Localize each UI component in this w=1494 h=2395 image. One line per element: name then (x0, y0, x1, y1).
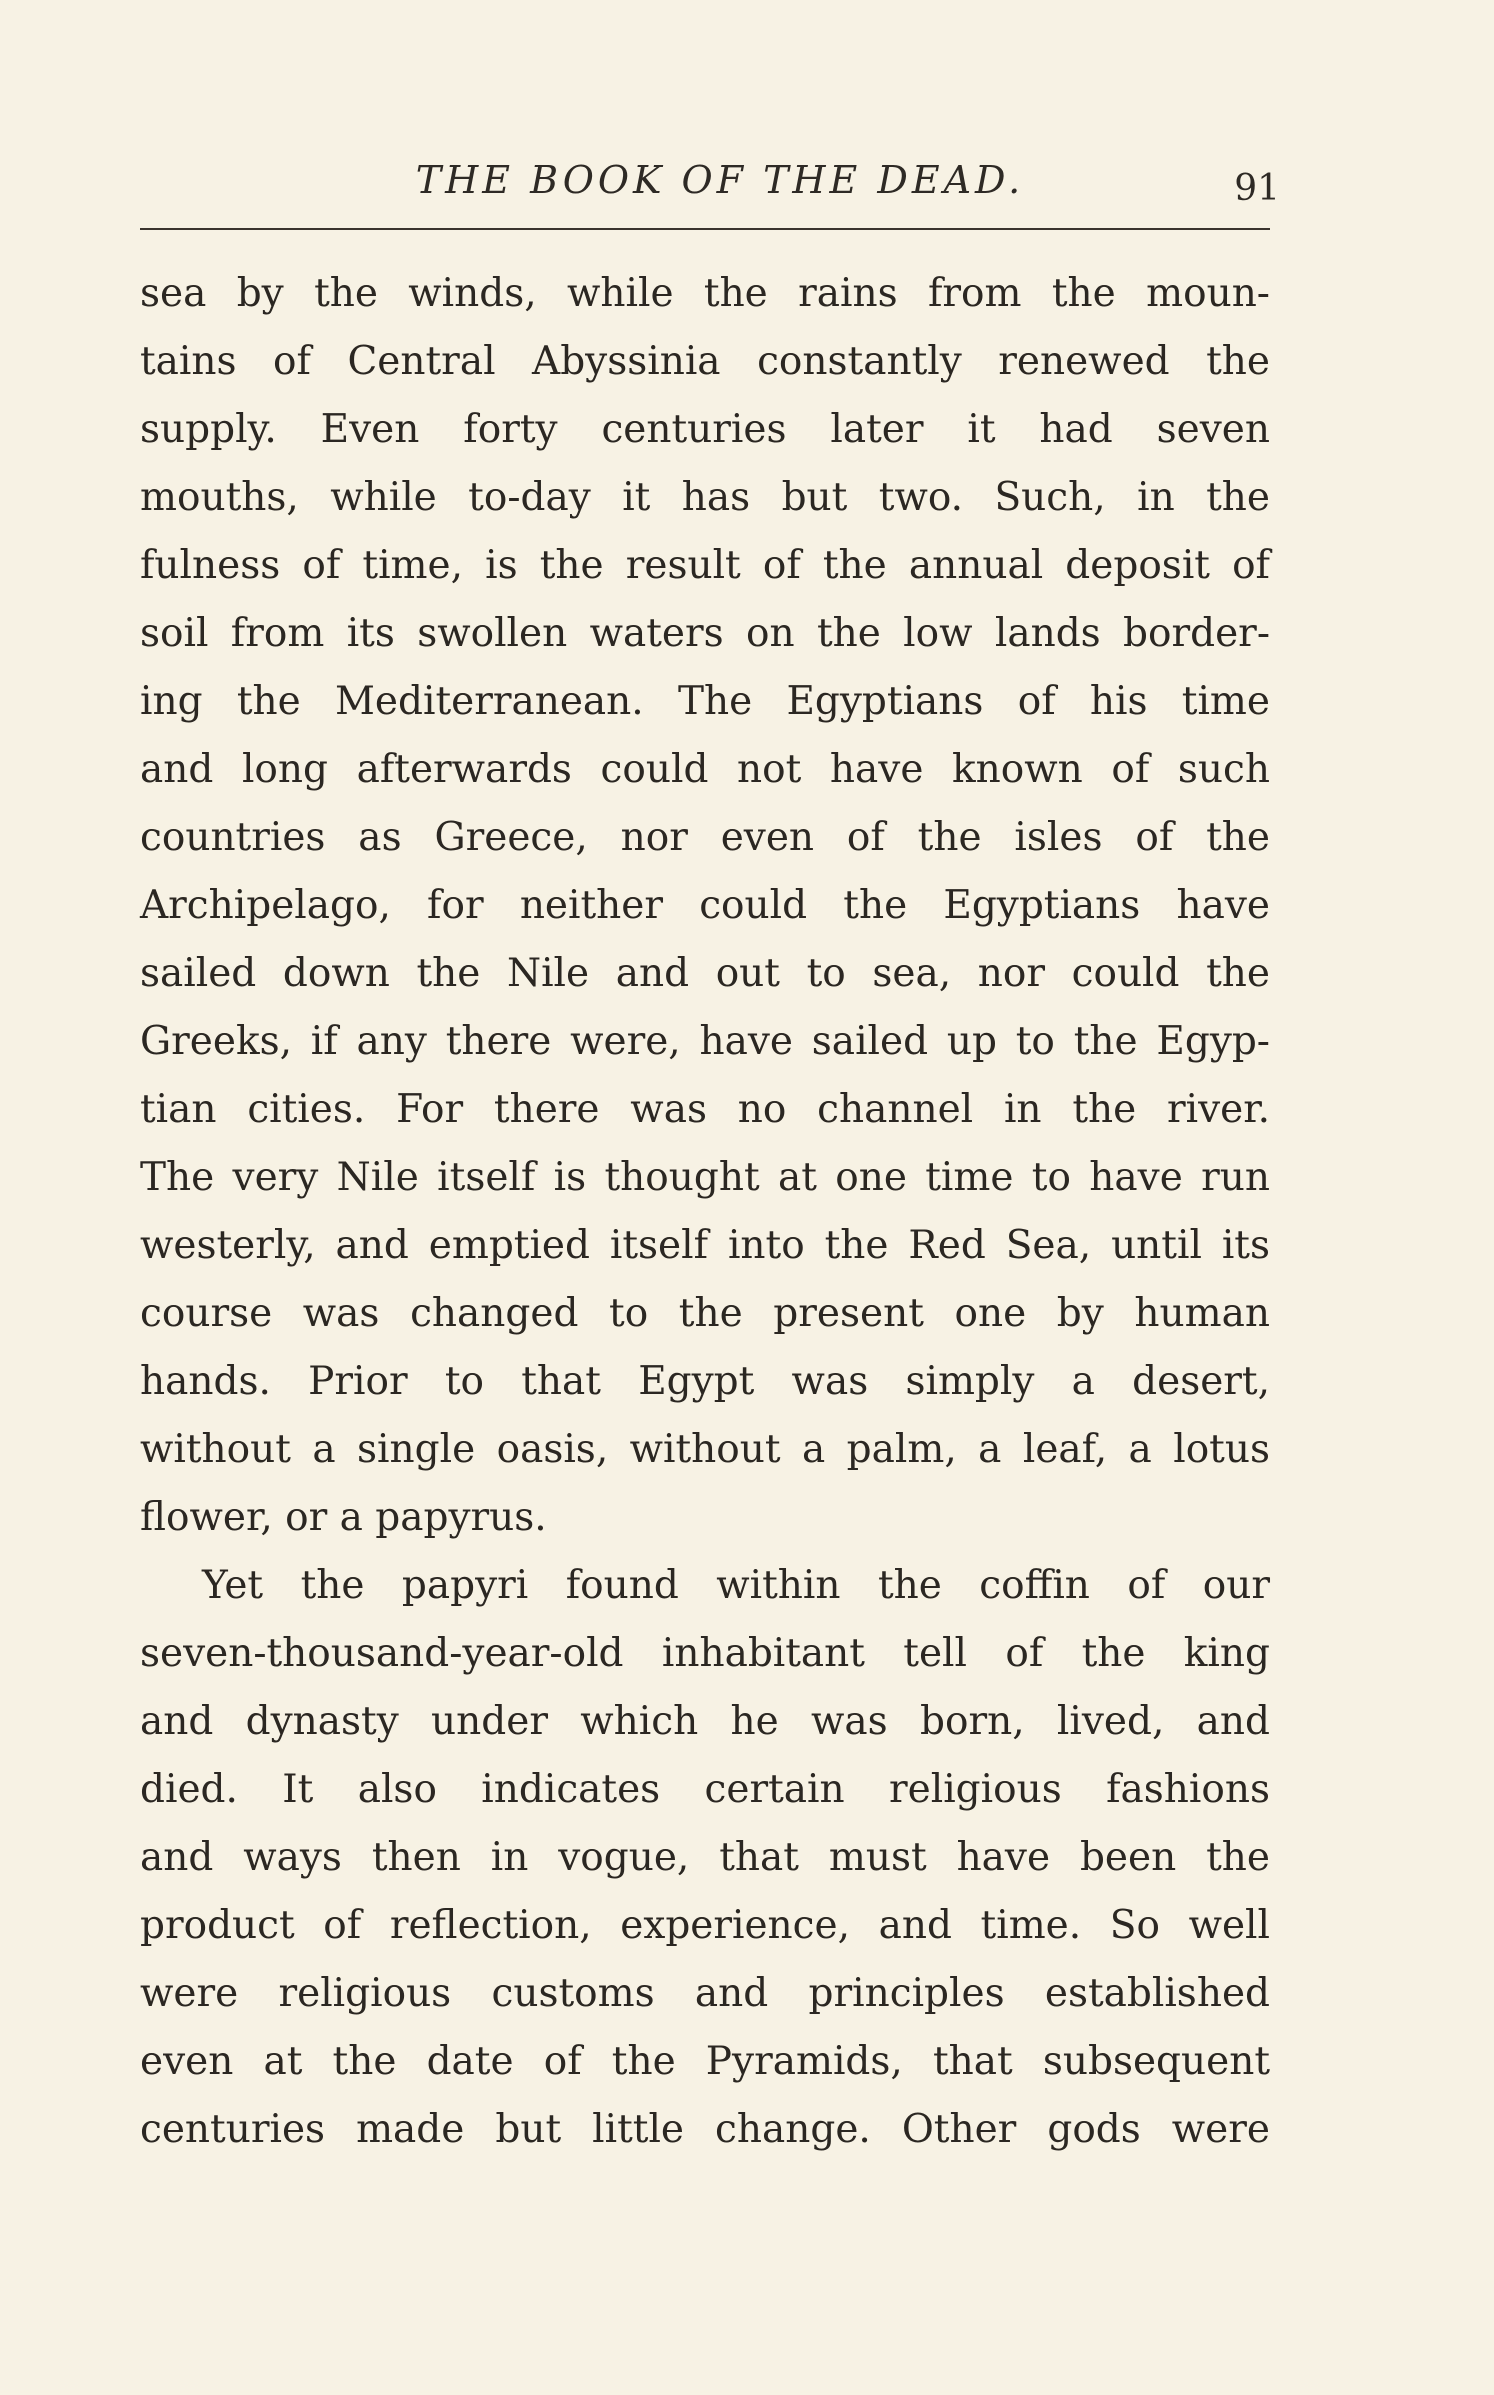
text-line: died. It also indicates certain religious fashions (140, 1767, 1270, 1812)
text-line: fulness of time, is the result of the annual deposit of (140, 543, 1270, 588)
text-line: product of reflection, experience, and time. So well (140, 1903, 1270, 1948)
text-line: Yet the papyri found within the coffin of our (202, 1563, 1270, 1608)
text-line: tains of Central Abyssinia constantly renewed the (140, 339, 1270, 384)
header-rule (140, 228, 1270, 230)
running-head (140, 158, 1280, 218)
text-line: sailed down the Nile and out to sea, nor could the (140, 951, 1270, 996)
text-line: supply. Even forty centuries later it had seven (140, 407, 1270, 452)
text-line: countries as Greece, nor even of the isles of the (140, 815, 1270, 860)
text-line: The very Nile itself is thought at one time to have run (140, 1155, 1270, 1200)
text-line: even at the date of the Pyramids, that subsequent (140, 2039, 1270, 2084)
text-line: mouths, while to-day it has but two. Such, in the (140, 475, 1270, 520)
text-line: course was changed to the present one by human (140, 1291, 1270, 1336)
text-line: seven-thousand-year-old inhabitant tell of the king (140, 1631, 1270, 1676)
text-line: centuries made but little change. Other gods were (140, 2107, 1270, 2152)
text-line: soil from its swollen waters on the low lands border- (140, 611, 1270, 656)
text-line: Archipelago, for neither could the Egyptians have (140, 883, 1270, 928)
text-line: and ways then in vogue, that must have been the (140, 1835, 1270, 1880)
text-line: and dynasty under which he was born, lived, and (140, 1699, 1270, 1744)
text-line: and long afterwards could not have known of such (140, 747, 1270, 792)
text-line: westerly, and emptied itself into the Red Sea, until its (140, 1223, 1270, 1268)
text-line: ing the Mediterranean. The Egyptians of his time (140, 679, 1270, 724)
text-line: flower, or a papyrus. (140, 1495, 547, 1540)
body-text (140, 260, 1270, 2164)
text-line: tian cities. For there was no channel in the river. (140, 1087, 1270, 1132)
text-line: Greeks, if any there were, have sailed up to the Egyp- (140, 1019, 1270, 1064)
running-title: THE BOOK OF THE DEAD. (415, 158, 1025, 202)
text-line: sea by the winds, while the rains from the moun- (140, 271, 1270, 316)
text-line: without a single oasis, without a palm, a leaf, a lotus (140, 1427, 1270, 1472)
text-line: hands. Prior to that Egypt was simply a desert, (140, 1359, 1270, 1404)
page-number: 91 (1234, 168, 1280, 209)
text-line: were religious customs and principles established (140, 1971, 1270, 2016)
